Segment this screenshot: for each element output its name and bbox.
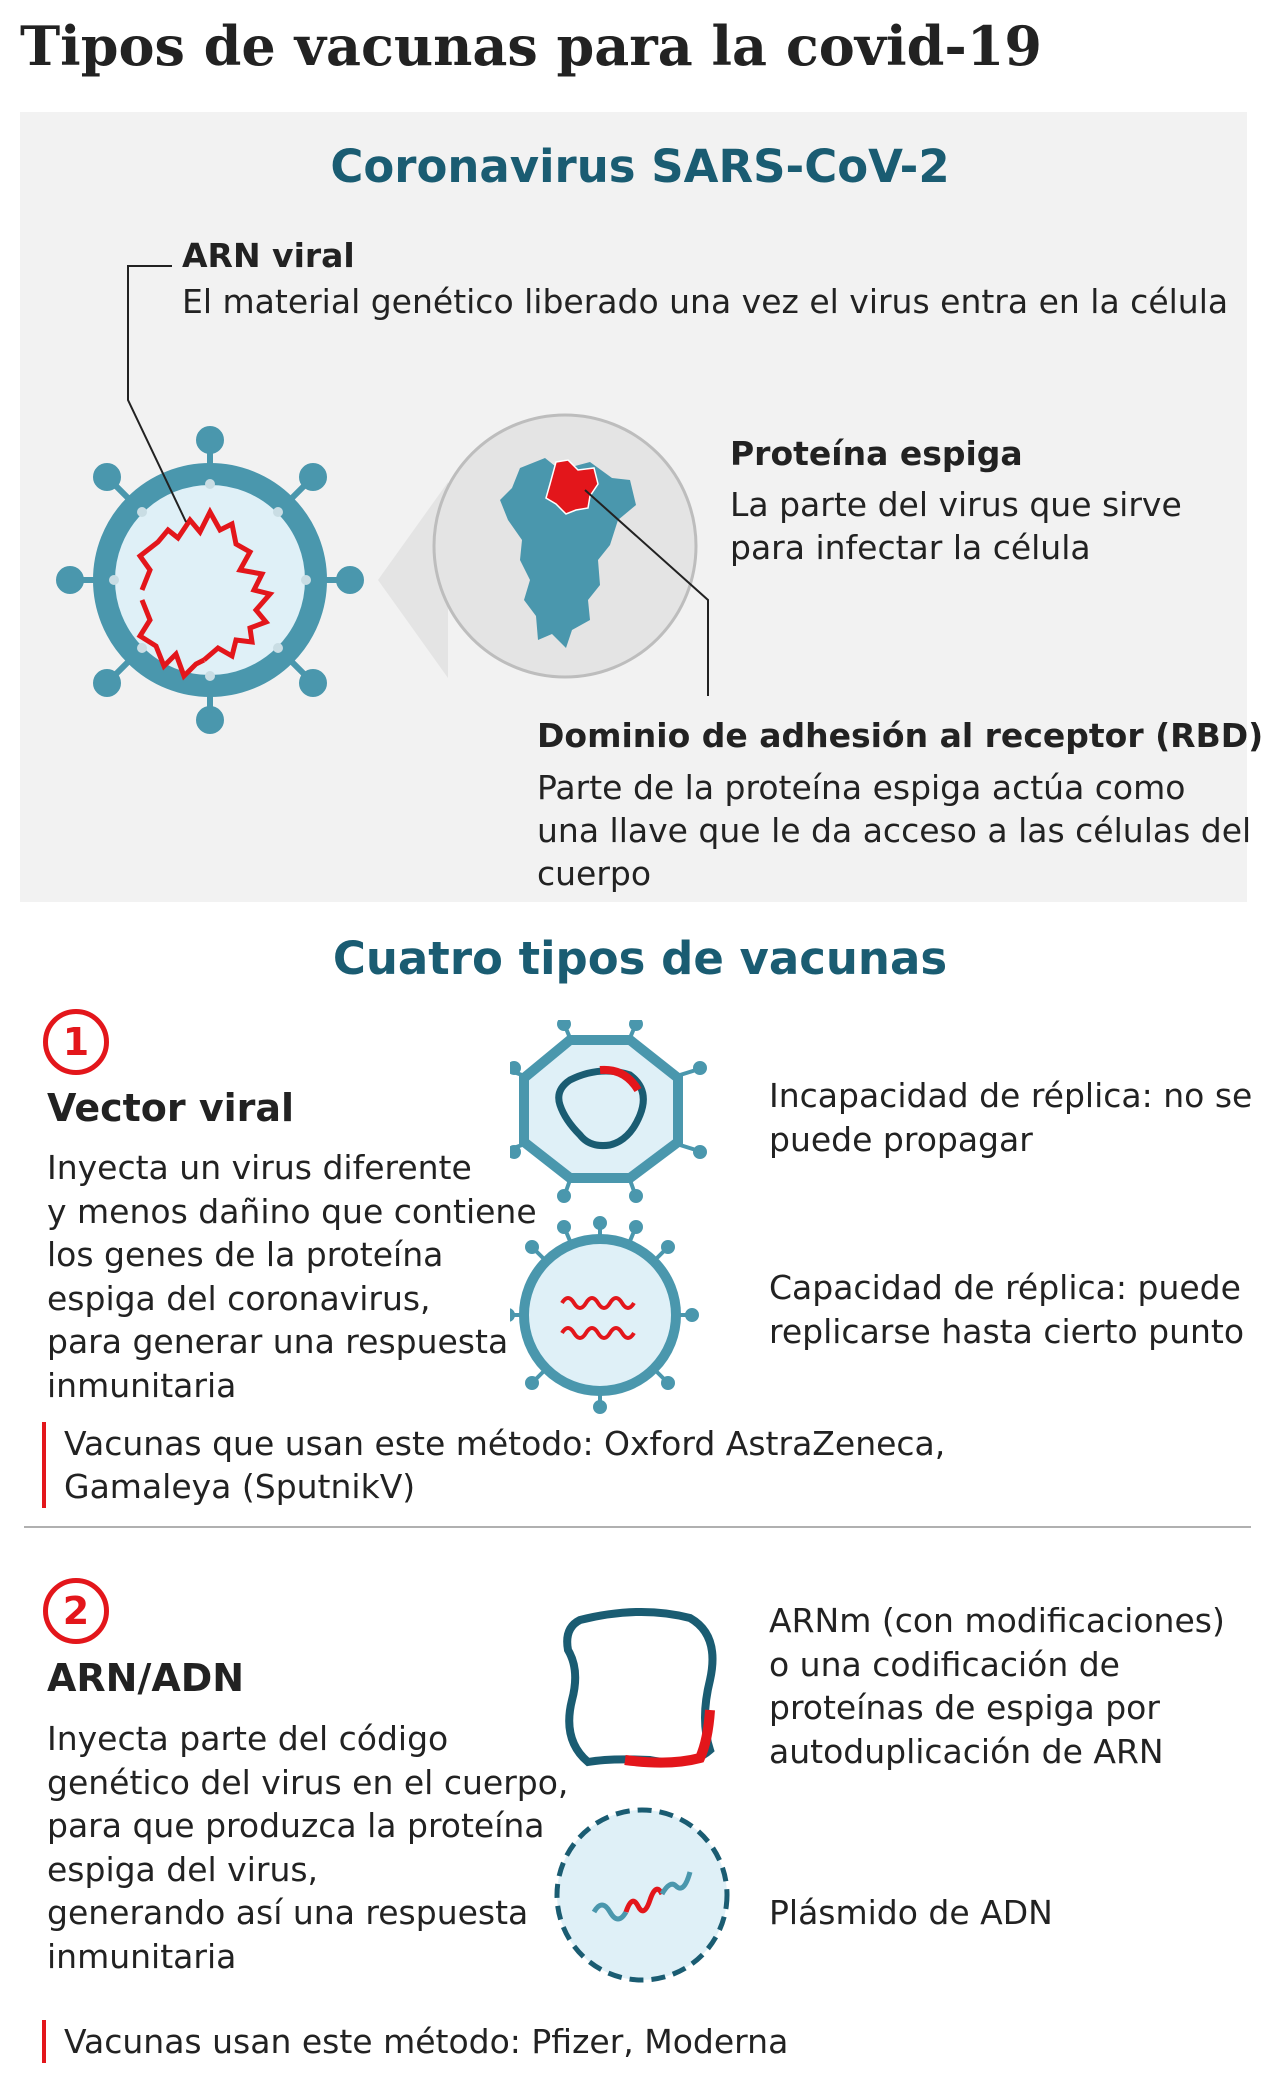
type-number-badge: 1 — [43, 1009, 109, 1075]
dna-plasmid-icon — [557, 1810, 727, 1980]
mrna-caption: ARNm (con modificaciones) o una codificación de proteínas de espiga por autoduplicación de ARN — [769, 1601, 1225, 1771]
type-title: ARN/ADN — [47, 1656, 245, 1700]
type-number-badge: 2 — [43, 1578, 109, 1644]
page-title: Tipos de vacunas para la covid-19 — [20, 14, 1042, 78]
dna-plasmid-caption: Plásmido de ADN — [769, 1893, 1053, 1932]
type-2-icons — [550, 1600, 750, 1990]
rbd-desc: Parte de la proteína espiga actúa como una llave que le da acceso a las células del cuerpo — [537, 768, 1252, 893]
arn-viral-label: ARN viral — [182, 236, 355, 275]
replicating-caption: Capacidad de réplica: puede replicarse hasta cierto punto — [769, 1268, 1245, 1351]
section-divider — [24, 1526, 1251, 1528]
replicating-virus-icon — [510, 1218, 697, 1412]
type-title: Vector viral — [47, 1086, 295, 1130]
coronavirus-illustration — [0, 0, 1280, 902]
vaccine-types-title: Cuatro tipos de vacunas — [332, 932, 948, 985]
non-replicating-caption: Incapacidad de réplica: no se puede propagar — [769, 1076, 1253, 1159]
non-replicating-virus-icon — [510, 1020, 705, 1201]
mrna-icon — [567, 1612, 712, 1763]
vaccines-using-method: Vacunas usan este método: Pfizer, Moderna — [42, 2020, 788, 2063]
type-1-icons — [510, 1020, 730, 1420]
virus-section-title: Coronavirus SARS-CoV-2 — [330, 140, 950, 193]
spike-protein-label: Proteína espiga — [730, 434, 1023, 473]
type-description: Inyecta parte del código genético del virus en el cuerpo, para que produzca la proteína espiga del virus, generando así una respuesta inmunitaria — [47, 1719, 569, 1976]
rbd-label: Dominio de adhesión al receptor (RBD) — [537, 716, 1264, 755]
arn-viral-desc: El material genético liberado una vez el virus entra en la célula — [182, 282, 1229, 321]
vaccines-using-method: Vacunas que usan este método: Oxford AstraZeneca, Gamaleya (SputnikV) — [42, 1422, 945, 1508]
type-description: Inyecta un virus diferente y menos dañino que contiene los genes de la proteína espiga del coronavirus, para generar una respuesta inmunitaria — [47, 1148, 537, 1405]
spike-protein-desc: La parte del virus que sirve para infectar la célula — [730, 485, 1182, 567]
